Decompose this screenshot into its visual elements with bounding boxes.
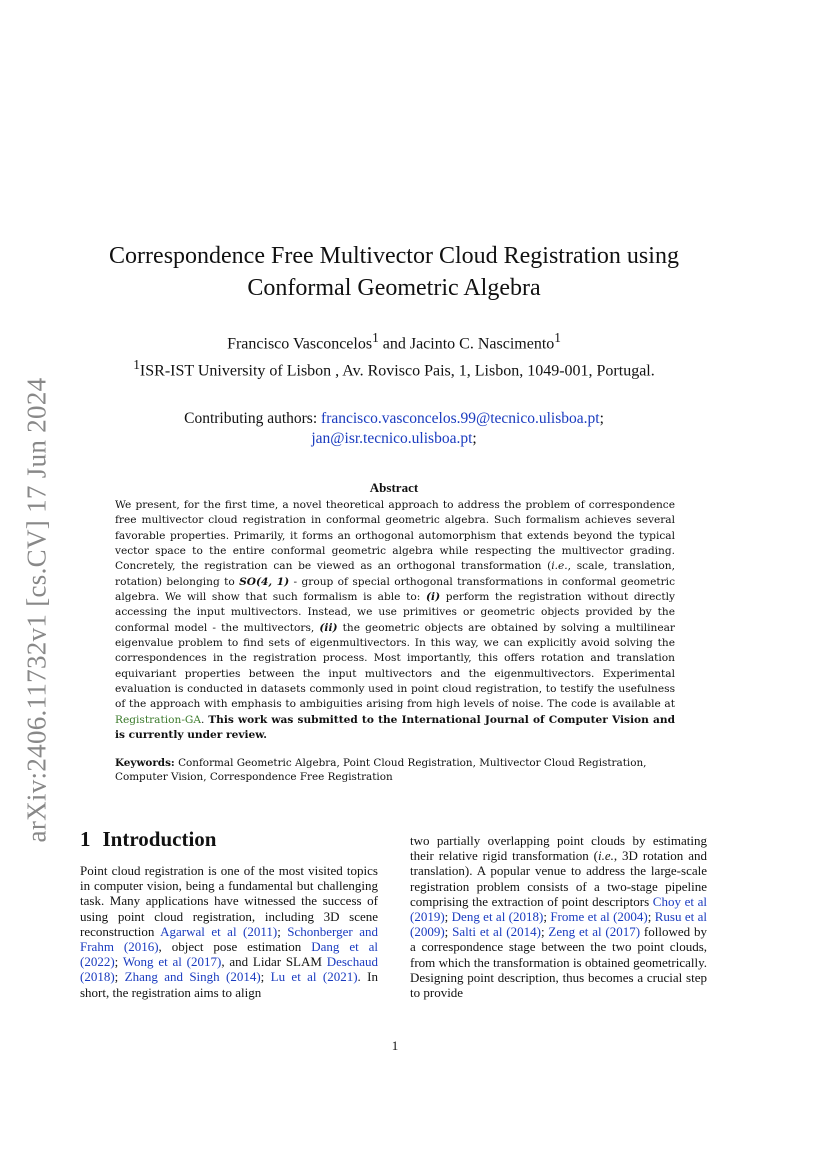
separator: ;: [472, 430, 477, 447]
abstract-text: perform the registration without directly accessing the input multivectors. Instead, we use primitives or geometric objects provided by the conformal model - the multivectors,: [115, 591, 675, 634]
citation-link[interactable]: Frome et al (2004): [550, 909, 648, 925]
page-number: 1: [391, 1038, 399, 1053]
paper-title: [80, 240, 708, 304]
separator: ;: [599, 410, 604, 427]
separator: ;: [540, 924, 549, 940]
affiliation-marker: 1: [133, 357, 140, 372]
section-heading: [80, 827, 216, 852]
author-name: Jacinto C. Nascimento: [409, 335, 555, 353]
abstract-text: We present, for the first time, a novel theoretical approach to address the problem of correspondence free multivector cloud registration in conformal geometric algebra. Such formalism achieves several favorable properties. Primarily, it forms an orthogonal automorphism that extends beyond the typical vector space to the entire conformal geometric algebra while respecting the multivector grading. Concretely, the registration can be viewed as an orthogonal transformation (: [115, 499, 675, 573]
citation-link[interactable]: Lu et al (2021): [270, 969, 358, 985]
body-text: , object pose estimation: [158, 939, 312, 955]
affiliation-marker: 1: [554, 330, 561, 345]
abstract-ie: i.e.: [551, 560, 568, 573]
citation-link[interactable]: Zeng et al (2017): [548, 924, 641, 940]
citation-link[interactable]: Choy et al (2019): [410, 893, 707, 925]
abstract-so-group: SO(4, 1): [239, 575, 290, 588]
arxiv-identifier: arXiv:2406.11732v1 [cs.CV] 17 Jun 2024: [21, 377, 52, 843]
section-title: Introduction: [102, 827, 217, 851]
citation-link[interactable]: Wong et al (2017): [122, 954, 222, 970]
email-link[interactable]: francisco.vasconcelos.99@tecnico.ulisboa.pt: [321, 410, 600, 427]
keywords: [115, 756, 675, 784]
body-text: Point cloud registration is one of the most visited topics in computer vision, being a fundamental but challenging task. Many applications have witnessed the success of using point cloud registration, including 3D scene reconstruction: [80, 863, 378, 939]
title-line-2: Conformal Geometric Algebra: [247, 275, 541, 301]
affiliation-text: ISR-IST University of Lisbon , Av. Rovisco Pais, 1, Lisbon, 1049-001, Portugal.: [139, 362, 655, 380]
abstract-text: , scale, translation, rotation) belonging to: [115, 560, 675, 588]
citation-link[interactable]: Schonberger and Frahm (2016): [80, 923, 378, 955]
author-name: Francisco Vasconcelos: [227, 335, 373, 353]
separator: ;: [260, 969, 271, 985]
body-text: . In short, the registration aims to align: [80, 969, 378, 1000]
submission-note: This work was submitted to the International Journal of Computer Vision and is currently under review.: [115, 713, 675, 742]
abstract-text: - group of special orthogonal transformations in conformal geometric algebra. We will show that such formalism is able to:: [115, 575, 675, 604]
separator: ;: [277, 923, 288, 939]
citation-link[interactable]: Rusu et al (2009): [410, 909, 707, 940]
separator: ;: [444, 924, 453, 940]
intro-left-column: [80, 863, 378, 1000]
body-text: , 3D rotation and translation). A popular venue to address the large-scale registration problem consists of a two-stage pipeline comprising the extraction of point descriptors: [410, 848, 708, 909]
body-text: , and Lidar SLAM: [221, 954, 327, 970]
intro-right-column: [410, 833, 707, 1000]
body-text: followed by a correspondence stage between the two point clouds, from which the transformation is obtained geometrically. Designing point description, thus becomes a crucial step to provide: [410, 924, 707, 1001]
section-number: 1: [80, 827, 91, 851]
author-conjunction: and: [378, 335, 410, 353]
citation-link[interactable]: Deng et al (2018): [451, 909, 544, 925]
keywords-text: Conformal Geometric Algebra, Point Cloud Registration, Multivector Cloud Registration, Computer Vision, Correspondence Free Registration: [115, 757, 647, 783]
contributing-label: Contributing authors:: [184, 410, 322, 427]
keywords-label: Keywords:: [115, 757, 175, 769]
separator: ;: [114, 969, 125, 985]
body-text: two partially overlapping point clouds by estimating their relative rigid transformation (: [410, 833, 707, 864]
citation-link[interactable]: Dang et al (2022): [80, 939, 378, 970]
body-ie: i.e.: [597, 848, 614, 864]
title-line-1: Correspondence Free Multivector Cloud Registration using: [109, 243, 679, 269]
abstract-heading: Abstract: [369, 480, 419, 495]
affiliation: [80, 357, 708, 380]
separator: ;: [647, 909, 655, 925]
code-link[interactable]: Registration-GA: [115, 713, 202, 726]
citation-link[interactable]: Salti et al (2014): [452, 924, 541, 940]
abstract-item-i: (i): [426, 591, 441, 604]
email-link[interactable]: jan@isr.tecnico.ulisboa.pt: [311, 430, 473, 447]
abstract-item-ii: (ii): [319, 621, 338, 634]
arxiv-stamp: [12, 365, 62, 855]
citation-link[interactable]: Deschaud (2018): [80, 954, 378, 985]
abstract-body: [115, 498, 675, 744]
citation-link[interactable]: Zhang and Singh (2014): [124, 969, 261, 985]
abstract-text: the geometric objects are obtained by solving a multilinear eigenvalue problem to find sets of eigenmultivectors. In this way, we can explicitly avoid solving the correspondences in the registration process. Most importantly, this offers rotation and translation equivariant properties between the input multivectors and the eigenmultivectors. Experimental evaluation is conducted in datasets commonly used in point cloud registration, to testify the usefulness of the approach with emphasis to ambiguities arising from high levels of noise. The code is available at: [115, 621, 675, 711]
separator: ;: [444, 909, 452, 925]
abstract-text: .: [201, 713, 209, 726]
contributing-authors: [80, 409, 708, 449]
separator: ;: [114, 954, 123, 970]
separator: ;: [543, 909, 551, 925]
citation-link[interactable]: Agarwal et al (2011): [160, 923, 278, 939]
author-list: [80, 330, 708, 353]
affiliation-marker: 1: [372, 330, 379, 345]
